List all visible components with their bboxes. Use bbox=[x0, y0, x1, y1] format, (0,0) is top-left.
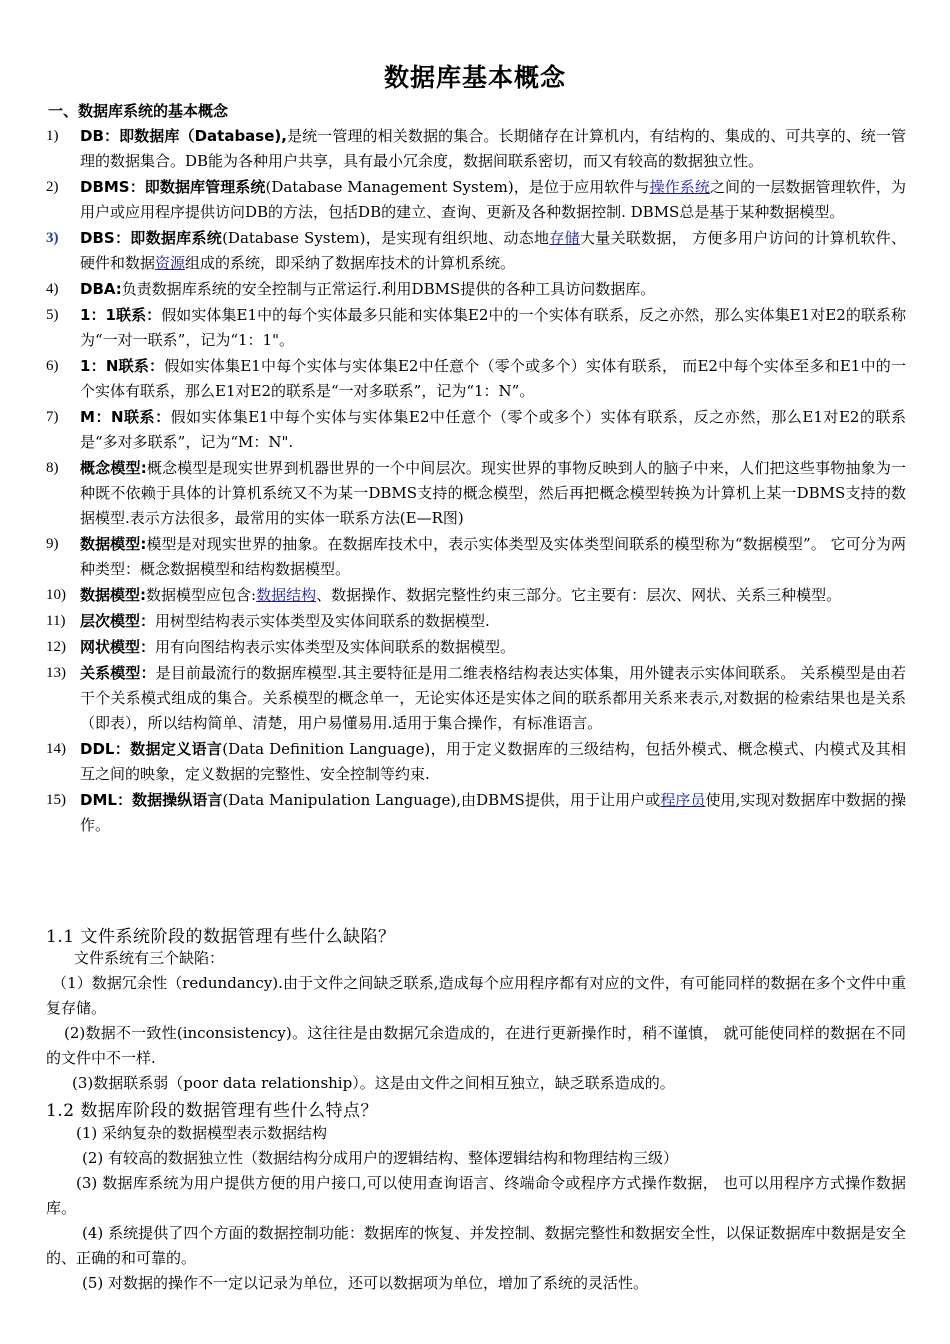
item-term: 层次模型： bbox=[80, 612, 156, 630]
question-heading: 1.2 数据库阶段的数据管理有些什么特点？ bbox=[46, 1101, 378, 1121]
item-term: DDL：数据定义语言 bbox=[80, 740, 223, 758]
item-term: 1：1联系： bbox=[80, 306, 162, 324]
list-item bbox=[0, 175, 950, 225]
item-body: 用有向图结构表示实体类型及实体间联系的数据模型。 bbox=[155, 638, 516, 656]
paragraph: (2) 有较高的数据独立性（数据结构分成用户的逻辑结构、整体逻辑结构和物理结构三级） bbox=[82, 1149, 679, 1167]
item-body: 模型是对现实世界的抽象。在数据库技术中，表示实体类型及实体类型间联系的模型称为“数据模型”。 它可分为两种类型：概念数据模型和结构数据模型。 bbox=[80, 535, 906, 578]
paragraph: (1) 采纳复杂的数据模型表示数据结构 bbox=[76, 1124, 328, 1142]
paragraph: （1）数据冗余性（redundancy).由于文件之间缺乏联系,造成每个应用程序都有对应的文件，有可能同样的数据在多个文件中重复存储。 bbox=[46, 974, 906, 1017]
item-number: 9) bbox=[46, 536, 59, 552]
list-item bbox=[0, 635, 950, 660]
item-number: 14) bbox=[46, 741, 66, 757]
item-body: 假如实体集E1中每个实体与实体集E2中任意个（零个或多个）实体有联系，反之亦然，那么E1对E2的联系是“多对多联系”，记为“M：N". bbox=[80, 408, 906, 451]
item-body: 假如实体集E1中每个实体与实体集E2中任意个（零个或多个）实体有联系， 而E2中每个实体至多和E1中的一个实体有联系，那么E1对E2的联系是“一对多联系”，记为“1：N”。 bbox=[80, 357, 906, 400]
list-item bbox=[0, 609, 950, 634]
item-body: 之间的一层数据管理软件，为用户或应用程序提供访问DB的方法，包括DB的建立、查询、更新及各种数据控制. DBMS总是基于某种数据模型。 bbox=[80, 178, 906, 221]
item-number: 2) bbox=[46, 179, 59, 195]
list-item bbox=[0, 583, 950, 608]
question-heading: 1.1 文件系统阶段的数据管理有些什么缺陷？ bbox=[46, 927, 396, 947]
paragraph: (5) 对数据的操作不一定以记录为单位，还可以数据项为单位，增加了系统的灵活性。 bbox=[82, 1274, 649, 1292]
item-body: 大量关联数据， 方便多用户访问的计算机软件、硬件和数据 bbox=[80, 229, 906, 272]
link-data-structure[interactable]: 数据结构 bbox=[256, 586, 317, 604]
item-term: 网状模型： bbox=[80, 638, 156, 656]
item-body: 是目前最流行的数据库模型.其主要特征是用二维表格结构表达实体集，用外键表示实体间联系。 关系模型是由若干个关系模式组成的集合。关系模型的概念单一，无论实体还是实体之间的联系都用关系来表示,对数据的检索结果也是关系（即表），所以结构简单、清楚，用户易懂易用.适用于集合操作，有标准语言。 bbox=[80, 664, 906, 732]
paragraph: 文件系统有三个缺陷： bbox=[74, 949, 225, 967]
item-number: 11) bbox=[46, 613, 66, 629]
link-os[interactable]: 操作系统 bbox=[649, 178, 710, 196]
paragraph: (2)数据不一致性(inconsistency)。这往往是由数据冗余造成的，在进行更新操作时，稍不谨慎， 就可能使同样的数据在不同的文件中不一样. bbox=[46, 1024, 906, 1067]
paragraph: (3) 数据库系统为用户提供方便的用户接口,可以使用查询语言、终端命令或程序方式操作数据， 也可以用程序方式操作数据库。 bbox=[46, 1174, 906, 1217]
list-item bbox=[0, 277, 950, 302]
item-number: 12) bbox=[46, 639, 66, 655]
item-number: 8) bbox=[46, 460, 59, 476]
item-term: 关系模型： bbox=[80, 664, 156, 682]
list-item bbox=[0, 788, 950, 838]
item-body: (Database System)，是实现有组织地、动态地 bbox=[222, 229, 550, 247]
item-body: 组成的系统，即采纳了数据库技术的计算机系统。 bbox=[185, 254, 516, 272]
paragraph: (4) 系统提供了四个方面的数据控制功能：数据库的恢复、并发控制、数据完整性和数据安全性，以保证数据库中数据是安全的、正确的和可靠的。 bbox=[46, 1224, 906, 1267]
page-title: 数据库基本概念 bbox=[383, 63, 566, 92]
link-programmer[interactable]: 程序员 bbox=[660, 791, 706, 809]
list-item bbox=[0, 405, 950, 455]
item-term: DBA: bbox=[80, 280, 122, 298]
item-body: 、数据操作、数据完整性约束三部分。它主要有：层次、网状、关系三种模型。 bbox=[316, 586, 842, 604]
item-term: DBS：即数据库系统 bbox=[80, 229, 223, 247]
item-term: 数据模型: bbox=[80, 535, 147, 553]
item-term: M：N联系： bbox=[80, 408, 171, 426]
list-item bbox=[0, 303, 950, 353]
item-body: 假如实体集E1中的每个实体最多只能和实体集E2中的一个实体有联系，反之亦然，那么实体集E1对E2的联系称为“一对一联系”，记为“1：1"。 bbox=[80, 306, 906, 349]
concept-list bbox=[0, 124, 950, 839]
item-number: 3) bbox=[46, 230, 59, 246]
item-term: DML：数据操纵语言 bbox=[80, 791, 223, 809]
item-body: (Database Management System)，是位于应用软件与 bbox=[265, 178, 650, 196]
item-term: DB：即数据库（Database), bbox=[80, 127, 287, 145]
item-number: 10) bbox=[46, 587, 66, 603]
item-number: 7) bbox=[46, 409, 59, 425]
link-resource[interactable]: 资源 bbox=[155, 254, 186, 272]
item-body: 是统一管理的相关数据的集合。长期储存在计算机内，有结构的、集成的、可共享的、统一管理的数据集合。DB能为各种用户共享，具有最小冗余度，数据间联系密切，而又有较高的数据独立性。 bbox=[80, 127, 907, 170]
item-body: 数据模型应包含: bbox=[146, 586, 257, 604]
list-item bbox=[0, 532, 950, 582]
item-number: 6) bbox=[46, 358, 59, 374]
item-number: 15) bbox=[46, 792, 66, 808]
item-body: 用树型结构表示实体类型及实体间联系的数据模型. bbox=[155, 612, 490, 630]
item-body: (Data Definition Language)，用于定义数据库的三级结构，包括外模式、概念模式、内模式及其相互之间的映象，定义数据的完整性、安全控制等约束. bbox=[80, 740, 906, 783]
item-number: 5) bbox=[46, 307, 59, 323]
item-term: 1：N联系： bbox=[80, 357, 165, 375]
item-body: 负责数据库系统的安全控制与正常运行.利用DBMS提供的各种工具访问数据库。 bbox=[121, 280, 656, 298]
list-item bbox=[0, 354, 950, 404]
list-item bbox=[0, 661, 950, 736]
item-number: 4) bbox=[46, 281, 59, 297]
list-item bbox=[0, 737, 950, 787]
list-item bbox=[0, 124, 950, 174]
item-term: 数据模型: bbox=[80, 586, 146, 604]
item-number: 13) bbox=[46, 665, 66, 681]
section-heading: 一、数据库系统的基本概念 bbox=[48, 102, 229, 120]
item-term: 概念模型: bbox=[80, 459, 147, 477]
link-storage[interactable]: 存储 bbox=[549, 229, 580, 247]
item-number: 1) bbox=[46, 128, 59, 144]
paragraph: (3)数据联系弱（poor data relationship）。这是由文件之间相互独立，缺乏联系造成的。 bbox=[72, 1074, 675, 1092]
item-body: 使用,实现对数据库中数据的操作。 bbox=[80, 791, 906, 834]
list-item bbox=[0, 226, 950, 276]
item-term: DBMS：即数据库管理系统 bbox=[80, 178, 266, 196]
list-item bbox=[0, 456, 950, 531]
item-body: (Data Manipulation Language),由DBMS提供，用于让用户或 bbox=[222, 791, 661, 809]
item-body: 概念模型是现实世界到机器世界的一个中间层次。现实世界的事物反映到人的脑子中来，人们把这些事物抽象为一种既不依赖于具体的计算机系统又不为某一DBMS支持的概念模型，然后再把概念模型转换为计算机上某一DBMS支持的数据模型.表示方法很多，最常用的实体一联系方法(E—R图) bbox=[80, 459, 907, 527]
